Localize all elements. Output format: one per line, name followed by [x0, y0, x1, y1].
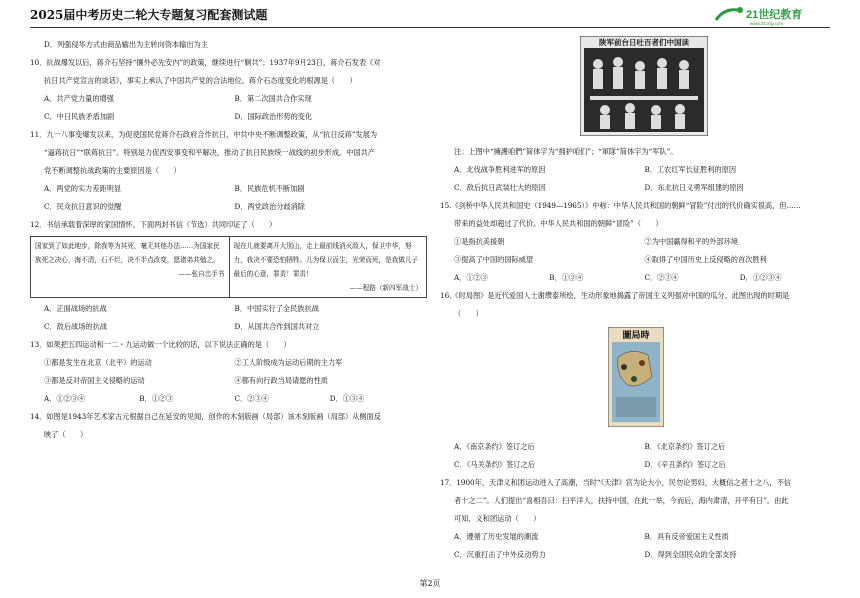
- shiju-tu-poster: [608, 327, 664, 427]
- q17-options-cd: [440, 546, 835, 564]
- q15-statement-3: ③提高了中国的国际威望: [454, 255, 534, 264]
- left-column: [30, 36, 425, 444]
- q11-option-b: B．民族危机不断加剧: [234, 184, 305, 193]
- logo-text: 21世纪教育: [746, 9, 803, 21]
- q13-statement-1: ①都是发生在北京（北平）的运动: [44, 358, 152, 367]
- q15-statement-2: ②为中国赢得和平的外部环境: [644, 237, 738, 246]
- q12-option-b: B．中国实行了全民族抗战: [234, 304, 319, 313]
- letter-zhang-zizhong: [31, 237, 229, 297]
- document-title: 2025届中考历史二轮大专题复习配套测试题: [30, 8, 268, 22]
- q12-letters-table: [30, 236, 427, 298]
- q10-option-b: B．第二次国共合作实现: [234, 94, 312, 103]
- q13-statement-3: ③都是反对帝国主义侵略的运动: [44, 376, 145, 385]
- q14-option-b: B．工农红军长征胜利的原因: [644, 165, 737, 174]
- q11-stem-1: 11．九一八事变爆发以来，为促使国民党蒋介石政府合作抗日，中共中央不断调整政策，从“抗日反蒋”发展为: [30, 130, 378, 139]
- q14-stem-1: 14．如图是1943年艺术家古元根据自己在延安的见闻，创作的木刻版画（局部）该木刻版画（局部）从侧面反: [30, 412, 381, 421]
- q16-stem-1: 16.《时局图》是近代爱国人士谢缵泰所绘，生动形象地揭露了帝国主义列强对中国的瓜分。此图出现的时期是: [440, 291, 790, 300]
- q15-options: [440, 269, 835, 287]
- logo-21cnjy: [710, 4, 830, 26]
- q13-option-b: B．①②③: [139, 394, 174, 403]
- logo-sub: www.21cnjy.com: [750, 21, 784, 26]
- q12-option-a: A．正面战场的抗战: [44, 304, 107, 313]
- q15-statement-1: ①是指抗美援朝: [454, 237, 505, 246]
- q15-option-d: D．①②③④: [739, 273, 782, 282]
- q17-stem-2: 者十之二”。人们提出“喜相吾曰：扫平洋人，扶持中国，在此一举，今而后，海内肃清，开平有日”。由此: [454, 496, 789, 505]
- q17-option-b: B．具有反帝爱国主义性质: [644, 532, 729, 541]
- q13-option-a: A．①②③④: [44, 394, 86, 403]
- q17-options-ab: [440, 528, 835, 546]
- q10-stem-1: 10．抗战爆发以后，蒋介石坚持“攘外必先安内”的政策，继续进行“剿共”；1937年9月23日，蒋介石发表《对: [30, 58, 381, 67]
- q10-option-a: A．共产党力量的增强: [44, 94, 114, 103]
- q12-options-cd: [30, 318, 425, 336]
- q13-option-c: C．②③④: [234, 394, 269, 403]
- q14-stem-2: 映了（ ）: [44, 430, 88, 439]
- poster-title: 圖局時: [622, 331, 650, 341]
- q11-option-c: C．民众抗日意识的觉醒: [44, 202, 122, 211]
- q11-options-ab: [30, 180, 425, 198]
- q13-statement-4: ④都有向行政当局请愿的性质: [234, 376, 328, 385]
- q16-option-b: B．《北京条约》签订之后: [644, 442, 726, 451]
- q13-option-d: D．①③④: [329, 394, 365, 403]
- woodcut-banner-text: 陕军前台日吐百者们中国读: [599, 38, 689, 47]
- q16-options-ab: [440, 438, 835, 456]
- q15-stem-1: 15.《剑桥中华人民共和国史（1949—1965）》中称：中华人民共和国的朝鲜“冒险”付出的代价确实很高，但……: [440, 201, 801, 210]
- q15-statements-12: [440, 233, 835, 251]
- q10-options-cd: [30, 108, 425, 126]
- woodcut-image: [580, 36, 708, 136]
- q14-options-cd: [440, 179, 835, 197]
- q17-option-a: A．遵循了历史发展的潮流: [454, 532, 539, 541]
- q14-option-a: A．北伐战争胜利进军的原因: [454, 165, 546, 174]
- q17-option-c: C．沉重打击了中外反动势力: [454, 550, 546, 559]
- q14-option-d: D．东北抗日义勇军组建的原因: [644, 183, 744, 192]
- q16-option-d: D．《辛丑条约》签订之后: [644, 460, 726, 469]
- q13-options: [30, 390, 425, 408]
- q14-option-c: C．敌后抗日武装壮大的原因: [454, 183, 546, 192]
- q17-stem-1: 17．1900年，天津义和团运动进入了高潮，当时“《天津》官为论大小，民勿论男妇，大概信之者十之八，不信: [440, 478, 791, 487]
- q17-option-d: D．得到全国民众的全部支持: [644, 550, 737, 559]
- q16-options-cd: [440, 456, 835, 474]
- right-column: [440, 36, 835, 564]
- q16-option-c: C．《马关条约》签订之后: [454, 460, 535, 469]
- q12-stem: 12．书信承载着深厚的家国情怀，下面两封书信（节选）共同印证了（ ）: [30, 220, 277, 229]
- q13-statement-2: ②工人阶级成为运动后期的主力军: [234, 358, 343, 367]
- q10-option-d: D．国际政治形势的变化: [234, 112, 313, 121]
- q15-statement-4: ④取得了中国历史上反侵略的首次胜利: [644, 255, 767, 264]
- q15-option-a: A．①②③: [454, 273, 488, 282]
- q10-options-ab: [30, 90, 425, 108]
- q10-option-c: C．中日民族矛盾加剧: [44, 112, 115, 121]
- q16-option-a: A．《南京条约》签订之后: [454, 442, 535, 451]
- letter1-source: ——张自忠手书: [178, 270, 225, 278]
- q13-stem: 13．如果把五四运动和一二・九运动做一个比较的话，以下说法正确的是（ ）: [30, 340, 291, 349]
- q17-stem-3: 可知，义和团运动（ ）: [454, 514, 541, 523]
- header-divider: [30, 27, 830, 28]
- q11-option-d: D．两党政治分歧消除: [234, 202, 305, 211]
- q11-options-cd: [30, 198, 425, 216]
- q14-options-ab: [440, 161, 835, 179]
- letter2-text: 现在儿就要离开大别山，走上最前线消灭敌人，保卫中华，努力，我决不要恐怕牺牲。儿为保卫而生，光荣而死，是我做儿子最后的心意，罪责！罪责！: [233, 242, 419, 278]
- letter-cheng-lu: [229, 237, 427, 297]
- q15-statements-34: [440, 251, 835, 269]
- q15-stem-2: 带来的益处却超过了代价。中华人民共和国的朝鲜“冒险”（ ）: [454, 219, 663, 228]
- q12-option-c: C．敌后战场的抗战: [44, 322, 108, 331]
- q12-option-d: D．从国共合作到国共对立: [234, 322, 320, 331]
- q14-note: 注：上图中“擁護咱們”简体字为“拥护咱们”；“軍隊”简体字为“军队”。: [454, 147, 678, 156]
- q13-statements-34: [30, 372, 425, 390]
- q11-option-a: A．两党的实力差距明显: [44, 184, 122, 193]
- letter1-text: 国家到了如此地步，除我等为其死，毫无其他办法……为国家民族死之决心，海不清，石不烂，决不半点改变，愿诸弟共勉之。: [35, 242, 220, 264]
- q15-option-b: B．①③④: [549, 273, 584, 282]
- q11-stem-3: 党不断调整抗战政策的主要原因是（ ）: [44, 166, 181, 175]
- q15-option-c: C．②③④: [644, 273, 679, 282]
- q9-option-d: D．列强侵华方式由商品输出为主转向资本输出为主: [44, 40, 208, 49]
- q12-options-ab: [30, 300, 425, 318]
- q11-stem-2: “逼蒋抗日”“联蒋抗日”。特别是力促西安事变和平解决，推动了抗日民族统一战线的初步形成。中国共产: [44, 148, 375, 157]
- q16-stem-2: （ ）: [454, 309, 483, 318]
- page-number: 第2页: [419, 579, 441, 588]
- letter2-source: ——程路（新四军战士）: [349, 284, 422, 292]
- q13-statements-12: [30, 354, 425, 372]
- q10-stem-2: 抗日共产党宣言的谈话》，事实上承认了中国共产党的合法地位。蒋介石态度变化的根源是（ ）: [44, 76, 357, 85]
